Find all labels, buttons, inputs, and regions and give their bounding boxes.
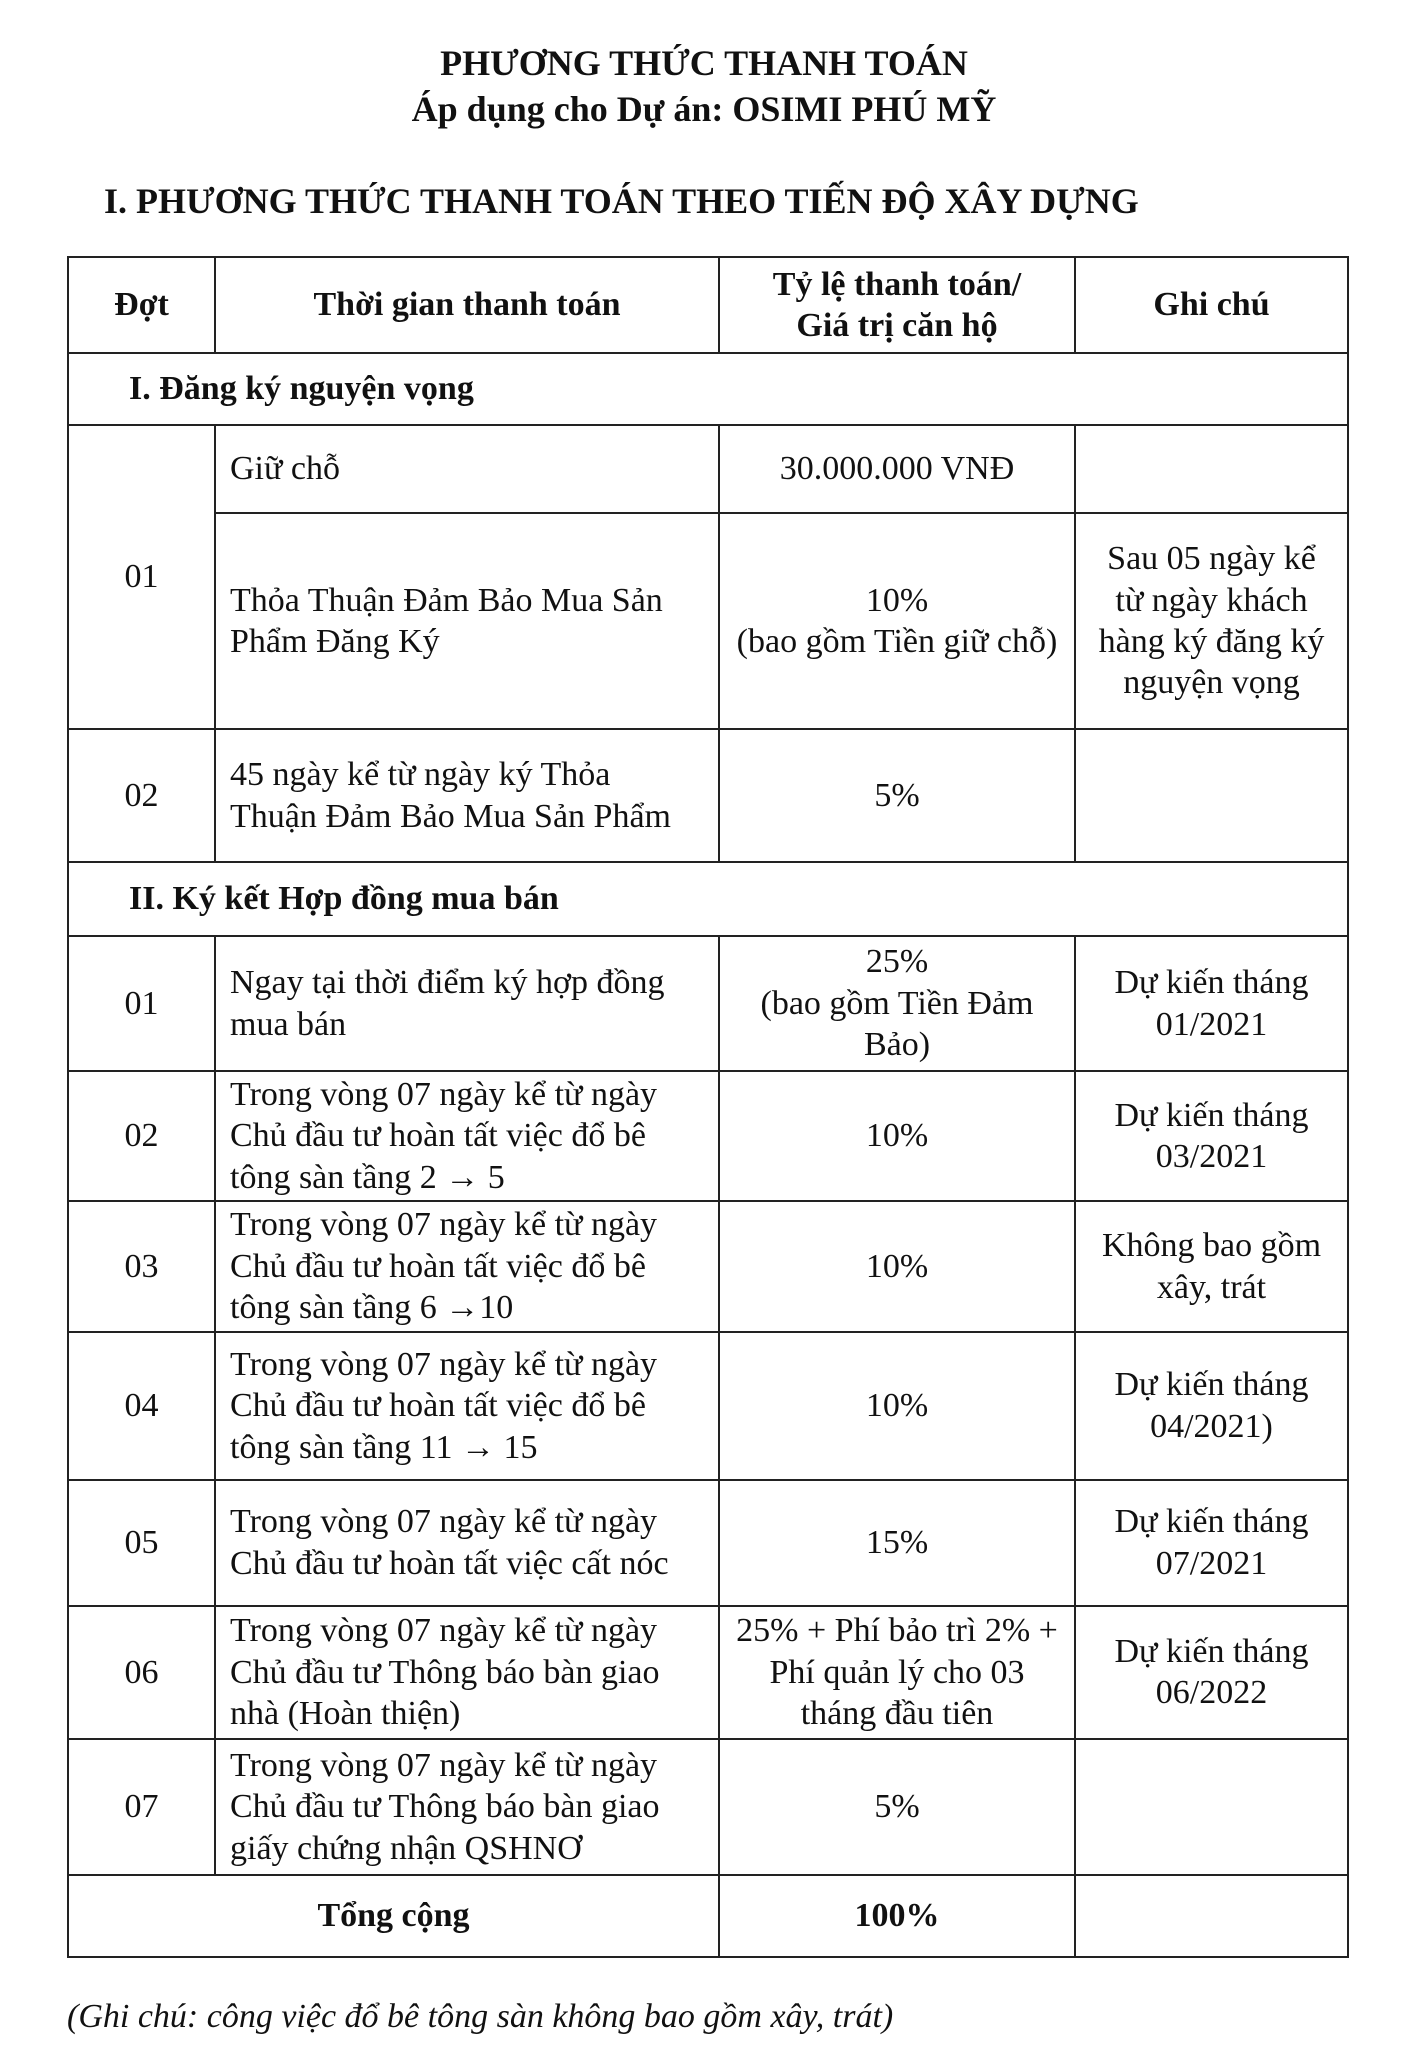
rate-cell: 5%: [719, 1739, 1075, 1875]
header-time: Thời gian thanh toán: [215, 257, 719, 353]
rate-cell: 5%: [719, 729, 1075, 862]
section-heading: I. PHƯƠNG THỨC THANH TOÁN THEO TIẾN ĐỘ XÂY DỰNG: [104, 181, 1139, 221]
table-row: [68, 729, 1348, 862]
note-cell: Dự kiến tháng 04/2021): [1075, 1332, 1348, 1480]
document-subtitle: Áp dụng cho Dự án: OSIMI PHÚ MỸ: [411, 89, 997, 129]
rate-cell: 25% + Phí bảo trì 2% + Phí quản lý cho 03 tháng đầu tiên: [719, 1606, 1075, 1739]
rate-cell: 30.000.000 VNĐ: [719, 425, 1075, 513]
header-rate-line2: Giá trị căn hộ: [796, 307, 998, 344]
note-cell: Dự kiến tháng 03/2021: [1075, 1071, 1348, 1201]
time-cell: Trong vòng 07 ngày kể từ ngày Chủ đầu tư Thông báo bàn giao giấy chứng nhận QSHNƠ: [215, 1739, 719, 1875]
time-cell: Giữ chỗ: [215, 425, 719, 513]
rate-detail: (bao gồm Tiền giữ chỗ): [736, 623, 1058, 660]
group-row: [68, 353, 1348, 425]
table-row: [68, 1480, 1348, 1606]
dot-cell: 05: [68, 1480, 215, 1606]
header-rate: [719, 257, 1075, 353]
time-cell: 45 ngày kể từ ngày ký Thỏa Thuận Đảm Bảo Mua Sản Phẩm: [215, 729, 719, 862]
rate-cell: [719, 936, 1075, 1071]
rate-cell: [719, 513, 1075, 729]
footnote: (Ghi chú: công việc đổ bê tông sàn không bao gồm xây, trát): [67, 1998, 894, 2035]
dot-cell: 02: [68, 1071, 215, 1201]
table-row: [68, 1071, 1348, 1201]
time-cell: Trong vòng 07 ngày kể từ ngày Chủ đầu tư Thông báo bàn giao nhà (Hoàn thiện): [215, 1606, 719, 1739]
note-cell: [1075, 425, 1348, 513]
dot-cell: 03: [68, 1201, 215, 1331]
table-header-row: [68, 257, 1348, 353]
dot-cell: 02: [68, 729, 215, 862]
header-rate-line1: Tỷ lệ thanh toán/: [772, 265, 1022, 303]
note-cell: Không bao gồm xây, trát: [1075, 1201, 1348, 1331]
note-cell: Dự kiến tháng 07/2021: [1075, 1480, 1348, 1606]
dot-cell: 01: [68, 936, 215, 1071]
note-cell: Dự kiến tháng 01/2021: [1075, 936, 1348, 1071]
table-row: [68, 936, 1348, 1071]
total-rate: 100%: [719, 1875, 1075, 1957]
header-note: Ghi chú: [1075, 257, 1348, 353]
dot-cell: 04: [68, 1332, 215, 1480]
dot-cell: 07: [68, 1739, 215, 1875]
time-cell: Trong vòng 07 ngày kể từ ngày Chủ đầu tư hoàn tất việc đổ bê tông sàn tầng 2 → 5: [215, 1071, 719, 1201]
note-cell: [1075, 1739, 1348, 1875]
table-row: [68, 1332, 1348, 1480]
note-cell: Sau 05 ngày kể từ ngày khách hàng ký đăng ký nguyện vọng: [1075, 513, 1348, 729]
table-row: [68, 425, 1348, 513]
rate-value: 10%: [865, 581, 929, 619]
time-cell: Thỏa Thuận Đảm Bảo Mua Sản Phẩm Đăng Ký: [215, 513, 719, 729]
table-row: [68, 513, 1348, 729]
table-row: [68, 1201, 1348, 1331]
dot-cell: 01: [68, 425, 215, 729]
group-title-registration: I. Đăng ký nguyện vọng: [68, 353, 1348, 425]
rate-cell: 10%: [719, 1071, 1075, 1201]
dot-cell: 06: [68, 1606, 215, 1739]
note-cell: Dự kiến tháng 06/2022: [1075, 1606, 1348, 1739]
total-label: Tổng cộng: [68, 1875, 719, 1957]
note-cell: [1075, 729, 1348, 862]
group-row: [68, 862, 1348, 936]
time-cell: Trong vòng 07 ngày kể từ ngày Chủ đầu tư hoàn tất việc đổ bê tông sàn tầng 6 →10: [215, 1201, 719, 1331]
time-cell: Trong vòng 07 ngày kể từ ngày Chủ đầu tư hoàn tất việc cất nóc: [215, 1480, 719, 1606]
table-row: [68, 1606, 1348, 1739]
rate-cell: 10%: [719, 1201, 1075, 1331]
rate-cell: 15%: [719, 1480, 1075, 1606]
rate-detail: (bao gồm Tiền Đảm Bảo): [760, 984, 1034, 1064]
group-title-contract: II. Ký kết Hợp đồng mua bán: [68, 862, 1348, 936]
total-note: [1075, 1875, 1348, 1957]
document-title: PHƯƠNG THỨC THANH TOÁN: [440, 43, 968, 83]
payment-schedule-table: [67, 256, 1349, 1958]
table-row: [68, 1739, 1348, 1875]
time-cell: Trong vòng 07 ngày kể từ ngày Chủ đầu tư hoàn tất việc đổ bê tông sàn tầng 11 → 15: [215, 1332, 719, 1480]
rate-value: 25%: [865, 943, 929, 981]
time-cell: Ngay tại thời điểm ký hợp đồng mua bán: [215, 936, 719, 1071]
rate-cell: 10%: [719, 1332, 1075, 1480]
header-dot: Đợt: [68, 257, 215, 353]
total-row: [68, 1875, 1348, 1957]
